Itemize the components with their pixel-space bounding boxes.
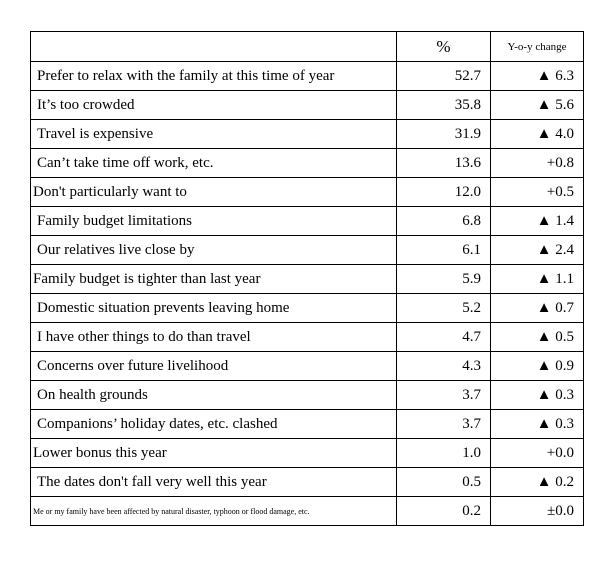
reason-label: Companions’ holiday dates, etc. clashed [31,410,397,439]
reason-change: ▲ 1.4 [491,207,584,236]
reason-change: ▲ 1.1 [491,265,584,294]
reason-change: ▲ 0.9 [491,352,584,381]
reasons-table [30,31,584,526]
reason-percent: 4.3 [397,352,491,381]
table-row [31,207,584,236]
reason-label: It’s too crowded [31,91,397,120]
reason-label: Concerns over future livelihood [31,352,397,381]
reason-percent: 31.9 [397,120,491,149]
table-row [31,91,584,120]
reason-label: Travel is expensive [31,120,397,149]
reason-change: ▲ 4.0 [491,120,584,149]
table-row [31,381,584,410]
header-yoy-change: Y-o-y change [491,32,584,62]
reason-percent: 0.5 [397,468,491,497]
table-row [31,497,584,526]
table-row [31,265,584,294]
reason-label: Domestic situation prevents leaving home [31,294,397,323]
table-row [31,62,584,91]
table-row [31,178,584,207]
table-row [31,149,584,178]
reason-change: +0.8 [491,149,584,178]
reason-percent: 4.7 [397,323,491,352]
reason-change: ▲ 2.4 [491,236,584,265]
reason-percent: 35.8 [397,91,491,120]
table-row [31,294,584,323]
reason-label: Family budget is tighter than last year [31,265,397,294]
reason-change: ▲ 6.3 [491,62,584,91]
reason-percent: 5.2 [397,294,491,323]
reason-change: +0.0 [491,439,584,468]
reason-percent: 6.1 [397,236,491,265]
reason-change: ▲ 0.3 [491,410,584,439]
table-row [31,236,584,265]
reason-label: The dates don't fall very well this year [31,468,397,497]
table-row [31,410,584,439]
reason-label: Don't particularly want to [31,178,397,207]
reason-label: Me or my family have been affected by natural disaster, typhoon or flood damage, etc. [31,497,397,526]
reason-percent: 1.0 [397,439,491,468]
header-percent: % [397,32,491,62]
reason-percent: 6.8 [397,207,491,236]
reason-change: ▲ 0.2 [491,468,584,497]
header-row [31,32,584,62]
reason-label: Our relatives live close by [31,236,397,265]
reason-change: ▲ 5.6 [491,91,584,120]
reason-change: ▲ 0.5 [491,323,584,352]
reason-label: Prefer to relax with the family at this time of year [31,62,397,91]
reason-percent: 52.7 [397,62,491,91]
reason-label: Can’t take time off work, etc. [31,149,397,178]
reason-percent: 12.0 [397,178,491,207]
reason-percent: 5.9 [397,265,491,294]
reason-percent: 3.7 [397,381,491,410]
table-row [31,120,584,149]
reason-change: ±0.0 [491,497,584,526]
table-row [31,352,584,381]
reason-change: ▲ 0.7 [491,294,584,323]
table-row [31,439,584,468]
reason-percent: 13.6 [397,149,491,178]
table-row [31,468,584,497]
table-row [31,323,584,352]
header-label-cell [31,32,397,62]
reason-change: +0.5 [491,178,584,207]
reason-label: I have other things to do than travel [31,323,397,352]
reason-label: On health grounds [31,381,397,410]
reason-percent: 0.2 [397,497,491,526]
reason-percent: 3.7 [397,410,491,439]
reason-label: Family budget limitations [31,207,397,236]
reason-change: ▲ 0.3 [491,381,584,410]
reason-label: Lower bonus this year [31,439,397,468]
